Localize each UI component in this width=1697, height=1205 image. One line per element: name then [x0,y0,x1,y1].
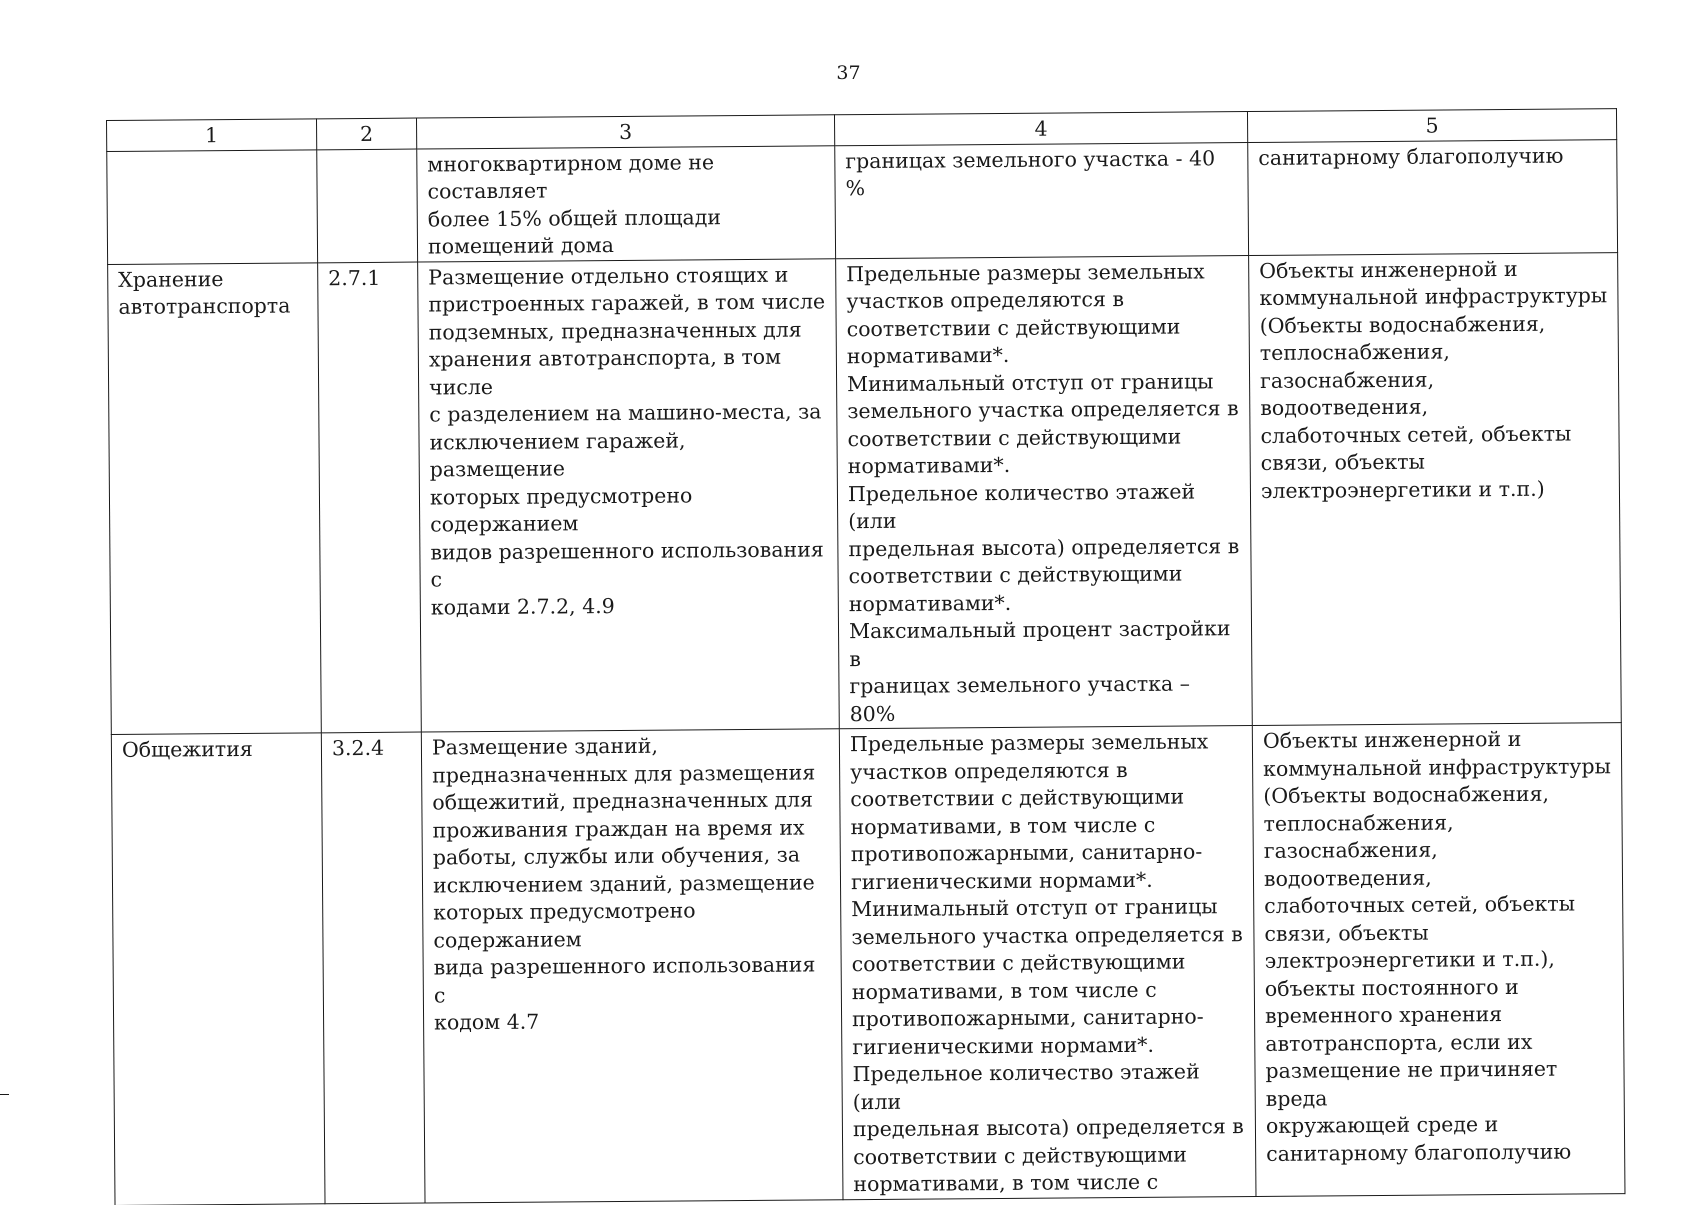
use-description-cell: многоквартирном доме не составляет более 15% общей площади помещений дома [417,145,836,261]
table-row-dormitories [111,723,1625,1205]
infrastructure-cell: Объекты инженерной и коммунальной инфраструктуры (Объекты водоснабжения, теплоснабжения, газоснабжения, водоотведения, слаботочных сетей, объекты связи, объекты электроэнергетики и т.п.) [1249,252,1622,725]
table-row-continuation [107,139,1618,264]
column-header-2: 2 [316,118,416,149]
zoning-table-wrapper [106,108,1624,1205]
parameters-cell: Предельные размеры земельных участков определяются в соответствии с действующими нормативами, в том числе с противопожарными, санитарно- гигиеническими нормами*. Минимальный отступ от границы земельного участка определяется в соответствии с действующими нормативами, в том числе с противопожарными, санитарно- гигиеническими нормами*. Предельное количество этажей (или предельная высота) определяется в соответствии с действующими нормативами, в том числе с [839,726,1256,1200]
parameters-cell: Предельные размеры земельных участков определяются в соответствии с действующими нормативами*. Минимальный отступ от границы земельного участка определяется в соответствии с действующими нормативами*. Предельное количество этажей (или предельная высота) определяется в соответствии с действующими нормативами*. Максимальный процент застройки в границах земельного участка – 80% [836,255,1253,729]
use-code-cell [317,149,418,263]
column-header-4: 4 [834,112,1247,146]
page-number: 37 [836,62,861,84]
infrastructure-cell: Объекты инженерной и коммунальной инфраструктуры (Объекты водоснабжения, теплоснабжения, газоснабжения, водоотведения, слаботочных сетей, объекты связи, объекты электроэнергетики и т.п.), объекты постоянного и временного хранения автотранспорта, если их размещение не причиняет вреда окружающей среде и санитарному благополучию [1252,723,1625,1196]
column-header-3: 3 [416,115,834,149]
infrastructure-cell: санитарному благополучию [1248,139,1618,255]
margin-mark [0,1094,9,1095]
use-description-cell: Размещение зданий, предназначенных для размещения общежитий, предназначенных для проживания граждан на время их работы, службы или обучения, за исключением зданий, размещение которых предусмотрено содержанием вида разрешенного использования с кодом 4.7 [421,729,843,1203]
column-header-5: 5 [1247,109,1616,142]
use-code-cell: 3.2.4 [321,732,425,1203]
zoning-table [106,108,1625,1205]
use-code-cell: 2.7.1 [318,262,422,733]
use-name-cell: Общежития [111,733,325,1205]
use-name-cell [107,149,318,264]
column-header-1: 1 [107,119,317,151]
table-row-vehicle-storage [108,252,1622,734]
parameters-cell: границах земельного участка - 40 % [835,142,1249,258]
use-description-cell: Размещение отдельно стоящих и пристроенных гаражей, в том числе подземных, предназначенных для хранения автотранспорта, в том числе с разделением на машино-места, за исключением гаражей, размещение которых предусмотрено содержанием видов разрешенного использования с кодами 2.7.2, 4.9 [418,258,840,732]
use-name-cell: Хранение автотранспорта [108,262,322,734]
